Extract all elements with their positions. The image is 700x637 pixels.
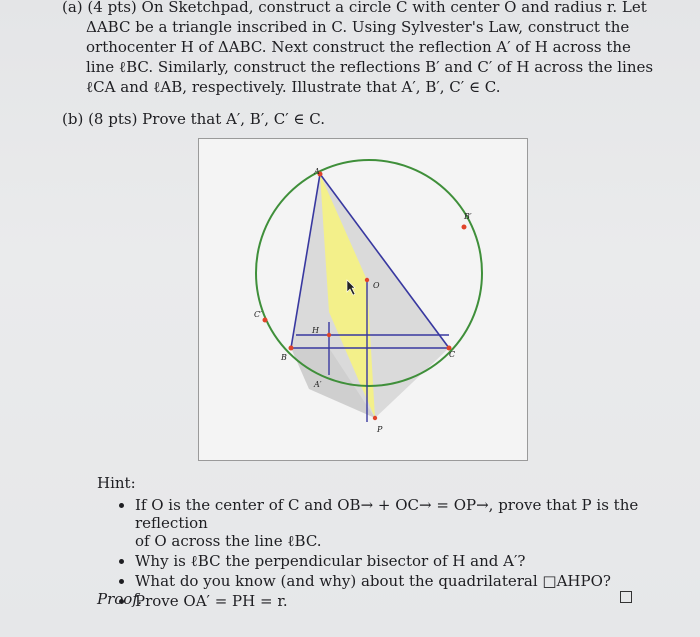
label-c-prime: C′ [254,310,262,319]
label-p: P [377,425,383,434]
point-b-prime [462,225,467,230]
label-h: H [312,326,319,335]
part-b-text: (b) (8 pts) Prove that A′, B′, C′ ∈ C. [62,110,325,128]
hint-item: • Why is ℓBC the perpendicular bisector of H and A′? [135,552,700,570]
hint-item-text: If O is the center of C and OB→ + OC→ = OP→, prove that P is the reflection [135,496,639,532]
hint-section [97,474,700,612]
hint-title: Hint: [97,474,136,492]
geometry-diagram [199,139,529,462]
label-b: B [281,353,287,362]
label-b-prime: B′ [464,212,472,221]
point-c-prime [263,318,268,323]
label-o: O [373,281,380,290]
qed-box-icon [620,591,632,603]
point-h [327,333,331,337]
point-o [365,278,369,282]
label-a: A [314,167,320,176]
hint-list [97,496,700,610]
point-p [373,416,377,420]
hint-item-continuation: of O across the line ℓBC. [135,532,322,550]
part-a-line-2: ΔABC be a triangle inscribed in C. Using Sylvester's Law, construct the [86,18,630,36]
sketchpad-figure [198,138,528,461]
part-a-line-5: ℓCA and ℓAB, respectively. Illustrate that A′, B′, C′ ∈ C. [86,78,501,96]
part-a-line-3: orthocenter H of ΔABC. Next construct the reflection A′ of H across the [86,38,631,56]
hint-item: • What do you know (and why) about the quadrilateral □AHPO? [135,572,700,590]
hint-item [135,496,700,550]
part-a-line-1: (a) (4 pts) On Sketchpad, construct a circle C with center O and radius r. Let [62,0,647,16]
part-a-line-4: line ℓBC. Similarly, construct the reflections B′ and C′ of H across the lines [86,58,654,76]
point-b [289,346,294,351]
label-a-prime: A′ [314,380,322,389]
proof-label: Proof. [97,590,143,608]
hint-item: • Prove OA′ = PH = r. [135,592,700,610]
label-c: C [449,350,456,359]
